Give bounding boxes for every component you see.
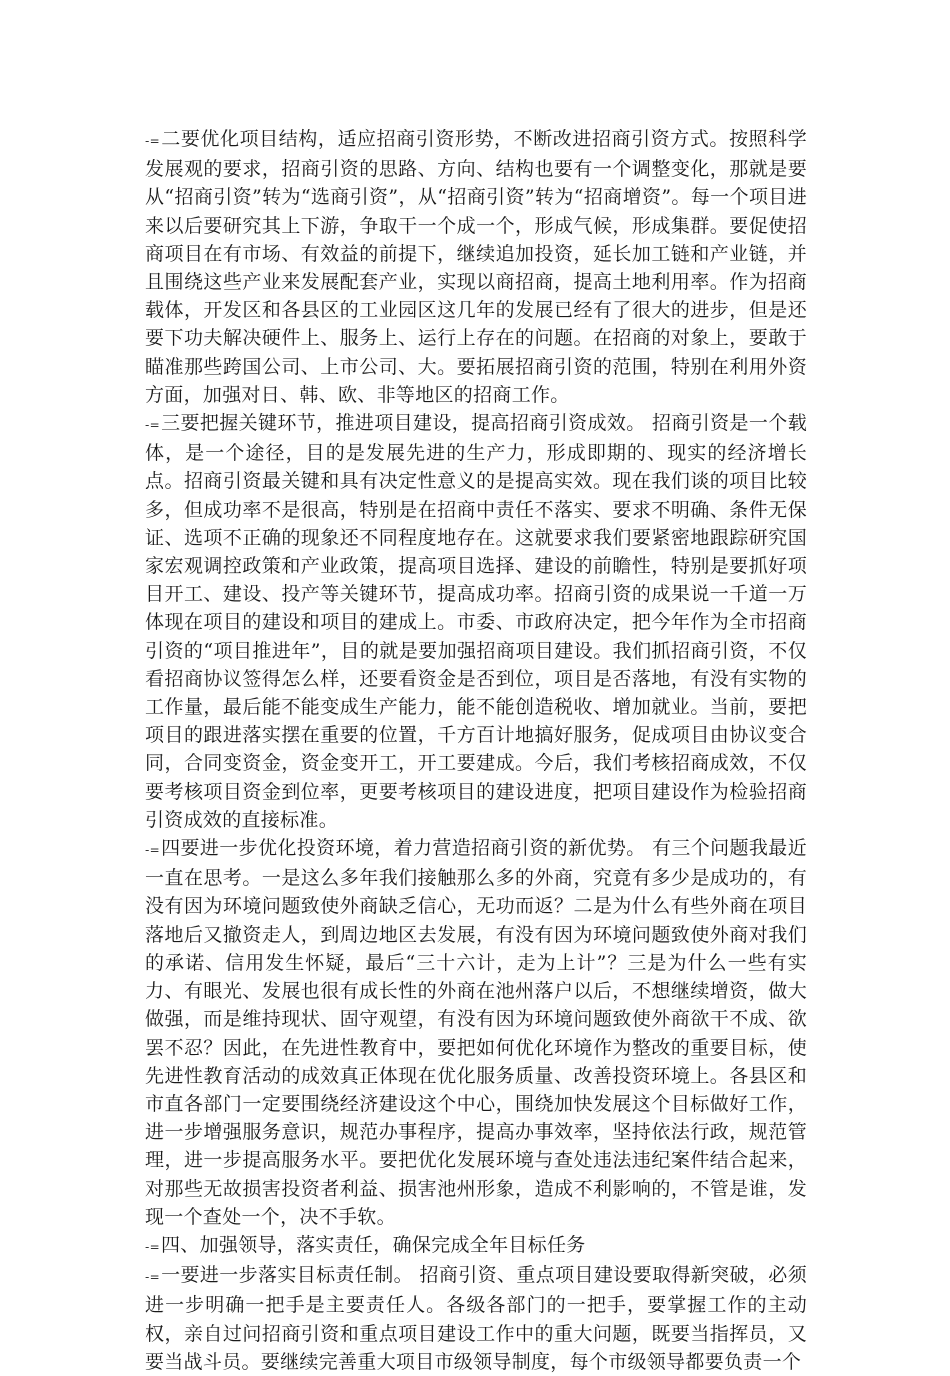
paragraph-5 bbox=[145, 1261, 807, 1376]
heading-text: 四、加强领导，落实责任，确保完成全年目标任务 bbox=[161, 1233, 586, 1256]
paragraph-text: 一要进一步落实目标责任制。 招商引资、重点项目建设要取得新突破，必须进一步明确一把手是主要责任人。各级各部门的一把手，要掌握工作的主动权，亲自过问招商引资和重点项目建设工作中的重大问题，既要当指挥员，又要当战斗员。要继续完善重大项目市级领导制度，每个市级领导都要负责一个 bbox=[145, 1264, 807, 1373]
paragraph-4 bbox=[145, 834, 807, 1231]
paragraph-2 bbox=[145, 125, 807, 409]
paragraph-marker: -= bbox=[145, 1270, 160, 1285]
paragraph-text: 三要把握关键环节，推进项目建设，提高招商引资成效。 招商引资是一个载体，是一个途径，目的是发展先进的生产力，形成即期的、现实的经济增长点。招商引资最关键和具有决定性意义的是提高实效。现在我们谈的项目比较多，但成功率不是很高，特别是在招商中责任不落实、要求不明确、条件无保证、选项不正确的现象还不同程度地存在。这就要求我们要紧密地跟踪研究国家宏观调控政策和产业政策，提高项目选择、建设的前瞻性，特别是要抓好项目开工、建设、投产等关键环节，提高成功率。招商引资的成果说一千道一万体现在项目的建设和项目的建成上。市委、市政府决定，把今年作为全市招商引资的“项目推进年”，目的就是要加强招商项目建设。我们抓招商引资，不仅看招商协议签得怎么样，还要看资金是否到位，项目是否落地，有没有实物的工作量，最后能不能变成生产能力，能不能创造税收、增加就业。当前，要把项目的跟进落实摆在重要的位置，千方百计地搞好服务，促成项目由协议变合同，合同变资金，资金变开工，开工要建成。今后，我们考核招商成效，不仅要考核项目资金到位率，更要考核项目的建设进度，把项目建设作为检验招商引资成效的直接标准。 bbox=[145, 412, 807, 831]
document-body bbox=[145, 125, 807, 1376]
paragraph-marker: -= bbox=[145, 134, 160, 148]
paragraph-marker: -= bbox=[145, 843, 160, 858]
paragraph-3 bbox=[145, 409, 807, 834]
paragraph-text: 二要优化项目结构，适应招商引资形势，不断改进招商引资方式。按照科学发展观的要求，招商引资的思路、方向、结构也要有一个调整变化，那就是要从“招商引资”转为“选商引资”，从“招商引资”转为“招商增资”。每一个项目进来以后要研究其上下游，争取干一个成一个，形成气候，形成集群。要促使招商项目在有市场、有效益的前提下，继续追加投资，延长加工链和产业链，并且围绕这些产业来发展配套产业，实现以商招商，提高土地利用率。作为招商载体，开发区和各县区的工业园区这几年的发展已经有了很大的进步，但是还要下功夫解决硬件上、服务上、运行上存在的问题。在招商的对象上，要敢于瞄准那些跨国公司、上市公司、大。要拓展招商引资的范围，特别在利用外资方面，加强对日、韩、欧、非等地区的招商工作。 bbox=[145, 128, 807, 406]
section-heading bbox=[145, 1231, 807, 1261]
paragraph-marker: -= bbox=[145, 1239, 160, 1254]
paragraph-text: 四要进一步优化投资环境，着力营造招商引资的新优势。 有三个问题我最近一直在思考。一是这么多年我们接触那么多的外商，究竟有多少是成功的，有没有因为环境问题致使外商缺乏信心，无功而返？二是为什么有些外商在项目落地后又撤资走人，到周边地区去发展，有没有因为环境问题致使外商对我们的承诺、信用发生怀疑，最后“三十六计，走为上计”？三是为什么一些有实力、有眼光、发展也很有成长性的外商在池州落户以后，不想继续增资，做大做强，而是维持现状、固守观望，有没有因为环境问题致使外商欲干不成、欲罢不忍？因此，在先进性教育中，要把如何优化环境作为整改的重要目标，使先进性教育活动的成效真正体现在优化服务质量、改善投资环境上。各县区和市直各部门一定要围绕经济建设这个中心，围绕加快发展这个目标做好工作，进一步增强服务意识，规范办事程序，提高办事效率，坚持依法行政，规范管理，进一步提高服务水平。要把优化发展环境与查处违法违纪案件结合起来，对那些无故损害投资者利益、损害池州形象，造成不利影响的，不管是谁，发现一个查处一个，决不手软。 bbox=[145, 837, 807, 1228]
paragraph-marker: -= bbox=[145, 418, 160, 433]
